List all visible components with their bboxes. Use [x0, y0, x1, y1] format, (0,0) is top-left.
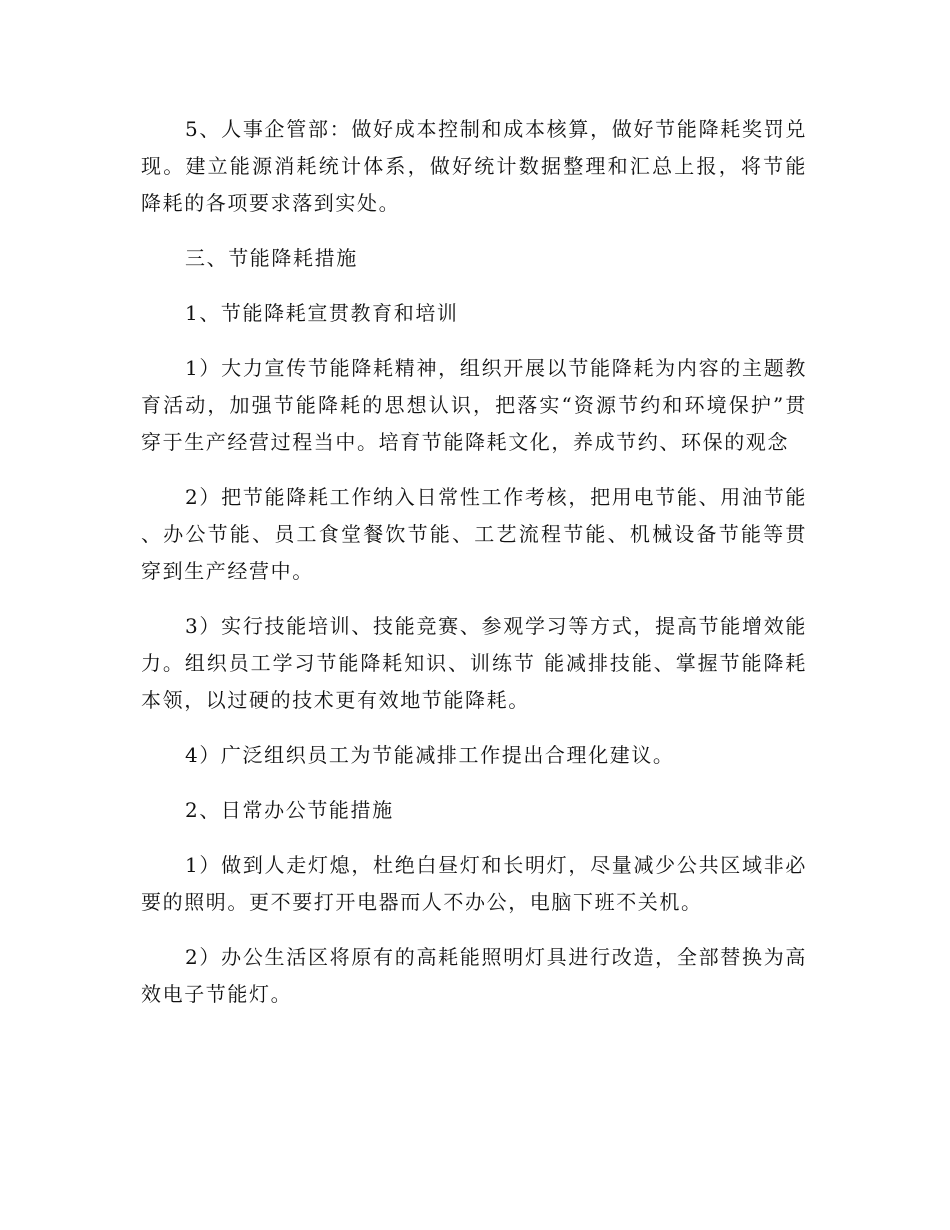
paragraph-training-1: 1）大力宣传节能降耗精神，组织开展以节能降耗为内容的主题教育活动，加强节能降耗的思想认识，把落实“资源节约和环境保护”贯穿于生产经营过程当中。培育节能降耗文化，养成节约、环保的观念 — [141, 356, 807, 454]
paragraph-training-3: 3）实行技能培训、技能竞赛、参观学习等方式，提高节能增效能力。组织员工学习节能降耗知识、训练节 能减排技能、掌握节能降耗本领，以过硬的技术更有效地节能降耗。 — [141, 614, 807, 712]
paragraph-training-2: 2）把节能降耗工作纳入日常性工作考核，把用电节能、用油节能、办公节能、员工食堂餐饮节能、工艺流程节能、机械设备节能等贯穿到生产经营中。 — [141, 485, 807, 583]
paragraph-office-2: 2）办公生活区将原有的高耗能照明灯具进行改造，全部替换为高效电子节能灯。 — [141, 945, 807, 1006]
document-body — [141, 111, 807, 1031]
paragraph-dept-hr-admin: 5、人事企管部：做好成本控制和成本核算，做好节能降耗奖罚兑现。建立能源消耗统计体系，做好统计数据整理和汇总上报，将节能降耗的各项要求落到实处。 — [141, 117, 807, 215]
paragraph-training-4: 4）广泛组织员工为节能减排工作提出合理化建议。 — [185, 743, 675, 767]
paragraph-office-1: 1）做到人走灯熄，杜绝白昼灯和长明灯，尽量减少公共区域非必要的照明。更不要打开电器而人不办公，电脑下班不关机。 — [141, 853, 807, 914]
subsection-heading-training: 1、节能降耗宣贯教育和培训 — [185, 301, 459, 325]
subsection-heading-office: 2、日常办公节能措施 — [185, 798, 394, 822]
section-heading-measures: 三、节能降耗措施 — [185, 246, 358, 270]
